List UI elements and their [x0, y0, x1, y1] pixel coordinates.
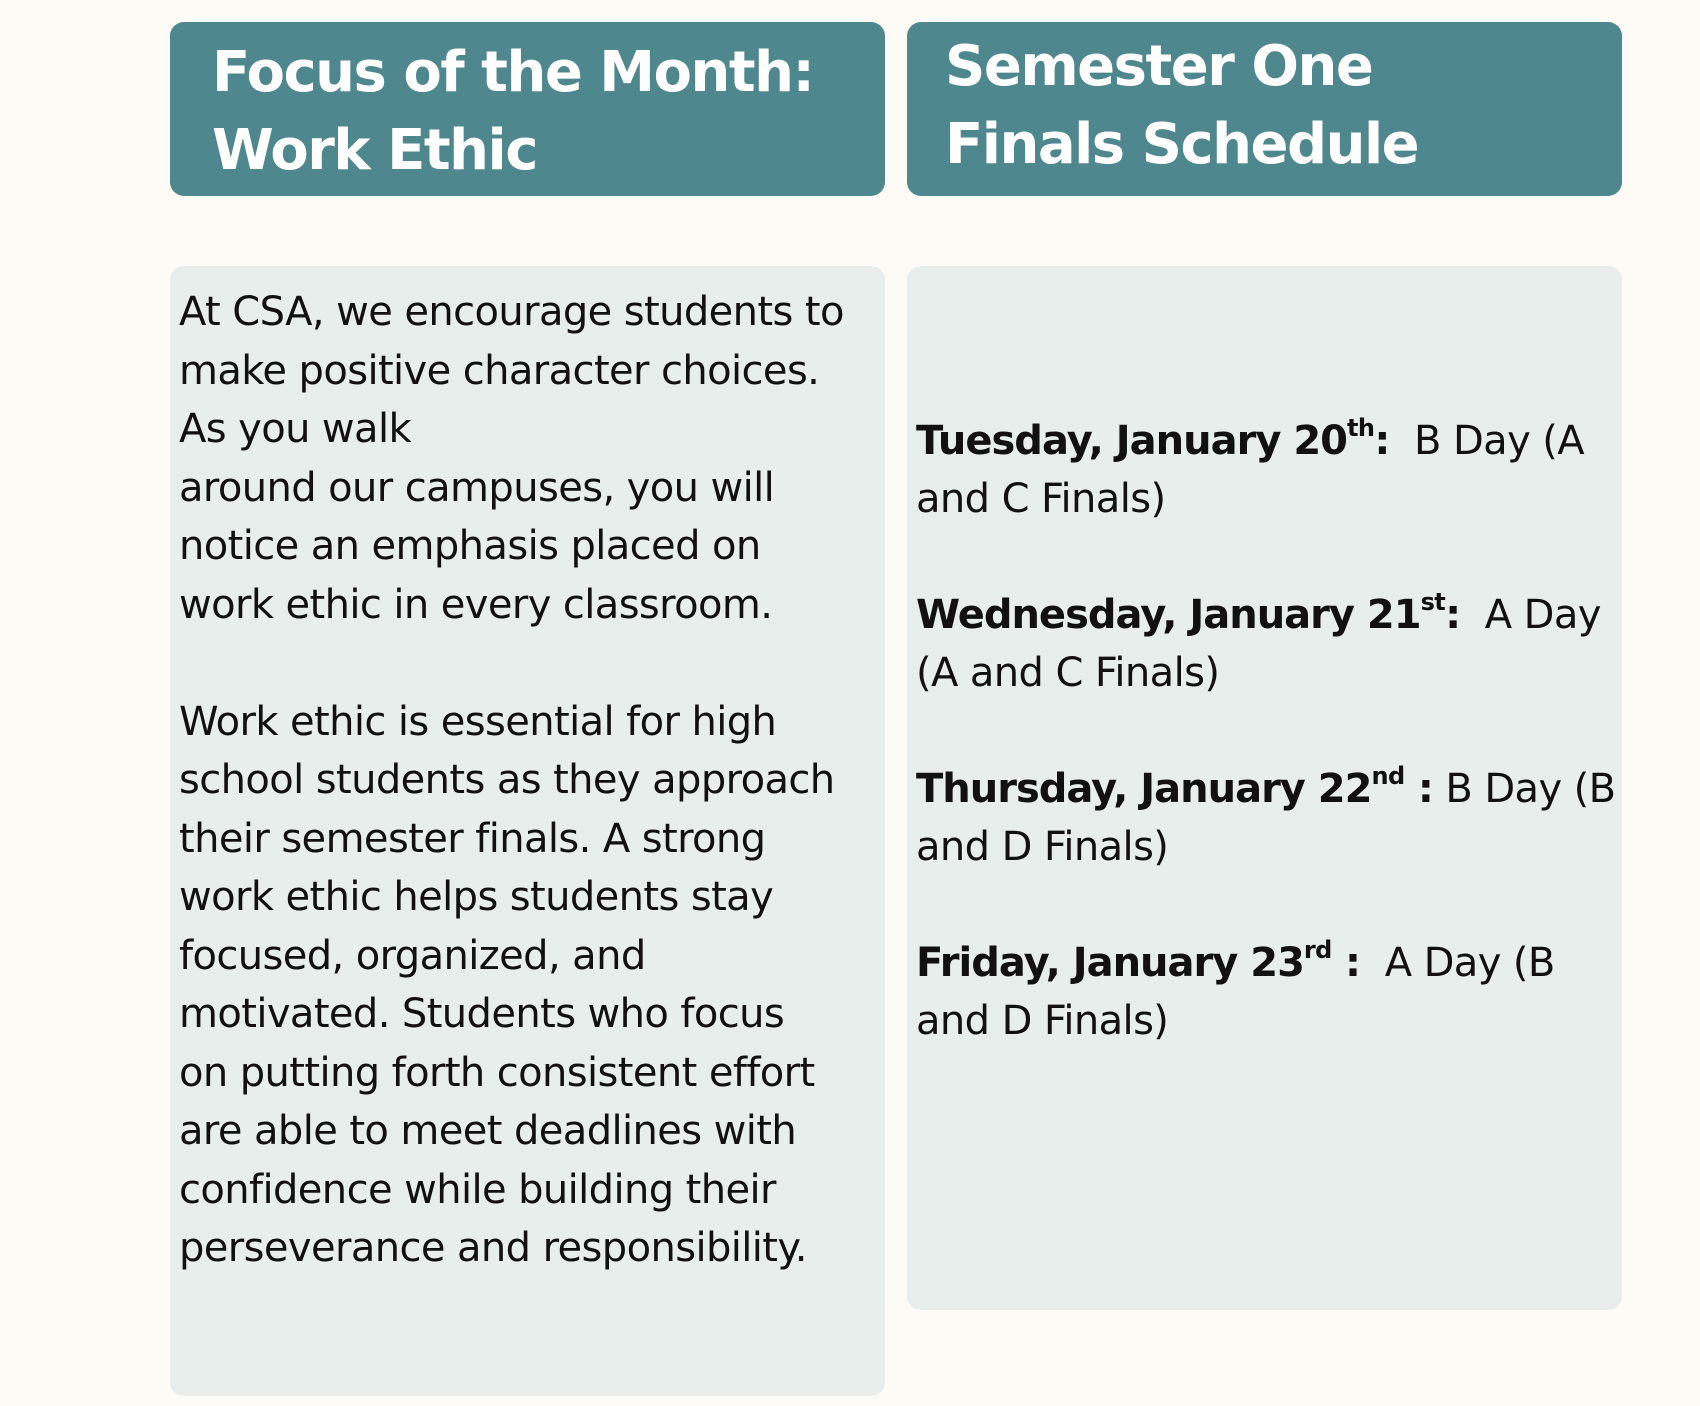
focus-header — [170, 22, 885, 196]
focus-text-line: motivated. Students who focus — [179, 991, 785, 1037]
schedule-row — [916, 760, 1622, 818]
focus-text-line: make positive character choices. — [179, 347, 820, 394]
schedule-detail-line: and D Finals) — [916, 824, 1169, 870]
focus-text-line: At CSA, we encourage students to — [179, 289, 844, 335]
schedule-title-line2: Finals Schedule — [945, 112, 1419, 177]
paragraph-spacer — [179, 634, 885, 693]
focus-text-line: on putting forth consistent effort — [179, 1049, 815, 1096]
date-colon: : — [1404, 766, 1434, 812]
schedule-row — [916, 412, 1622, 470]
focus-text-line: notice an emphasis placed on — [179, 523, 761, 569]
schedule-day: Wednesday, January 21 — [916, 592, 1421, 638]
focus-paragraph-2 — [179, 693, 885, 1278]
focus-text-line: their semester finals. A strong — [179, 815, 766, 862]
date-colon: : — [1374, 418, 1390, 464]
schedule-day: Friday, January 23 — [916, 940, 1304, 986]
date-colon: : — [1445, 592, 1461, 638]
schedule-item — [916, 934, 1622, 1050]
focus-text-line: are able to meet deadlines with — [179, 1108, 797, 1154]
focus-text-line: school students as they approach — [179, 757, 835, 803]
date-suffix: th — [1347, 414, 1375, 442]
schedule-title-line1: Semester One — [945, 34, 1373, 99]
schedule-detail-line: (A and C Finals) — [916, 650, 1220, 696]
focus-text-line: work ethic helps students stay — [179, 874, 774, 920]
focus-title-line1: Focus of the Month: — [212, 40, 814, 105]
focus-title-line2: Work Ethic — [212, 118, 537, 183]
schedule-day: Thursday, January 22 — [916, 766, 1372, 812]
schedule-detail-line: and D Finals) — [916, 998, 1169, 1044]
focus-text-line: work ethic in every classroom. — [179, 581, 773, 628]
focus-text-line: around our campuses, you will — [179, 464, 775, 511]
focus-text-line: Work ethic is essential for high — [179, 698, 777, 745]
focus-text-line: perseverance and responsibility. — [179, 1225, 807, 1271]
schedule-detail: B Day (A — [1389, 418, 1585, 464]
schedule-body — [907, 266, 1622, 1310]
schedule-row — [916, 586, 1622, 644]
schedule-day: Tuesday, January 20 — [916, 418, 1347, 464]
schedule-detail-line: and C Finals) — [916, 476, 1166, 522]
date-suffix: nd — [1371, 762, 1405, 790]
schedule-item — [916, 760, 1622, 876]
focus-text-line: confidence while building their — [179, 1166, 776, 1213]
schedule-detail: B Day (B — [1433, 766, 1616, 812]
schedule-header — [907, 22, 1622, 196]
schedule-row — [916, 934, 1622, 992]
date-colon: : — [1331, 940, 1361, 986]
focus-text-line: focused, organized, and — [179, 932, 646, 979]
schedule-detail: A Day (B — [1360, 940, 1555, 986]
schedule-detail: A Day — [1460, 592, 1601, 638]
schedule-item — [916, 412, 1622, 528]
focus-paragraph-1 — [179, 283, 885, 634]
date-suffix: rd — [1303, 936, 1332, 964]
schedule-item — [916, 586, 1622, 702]
focus-body — [170, 266, 885, 1396]
focus-text-line: As you walk — [179, 406, 412, 452]
date-suffix: st — [1420, 588, 1446, 616]
